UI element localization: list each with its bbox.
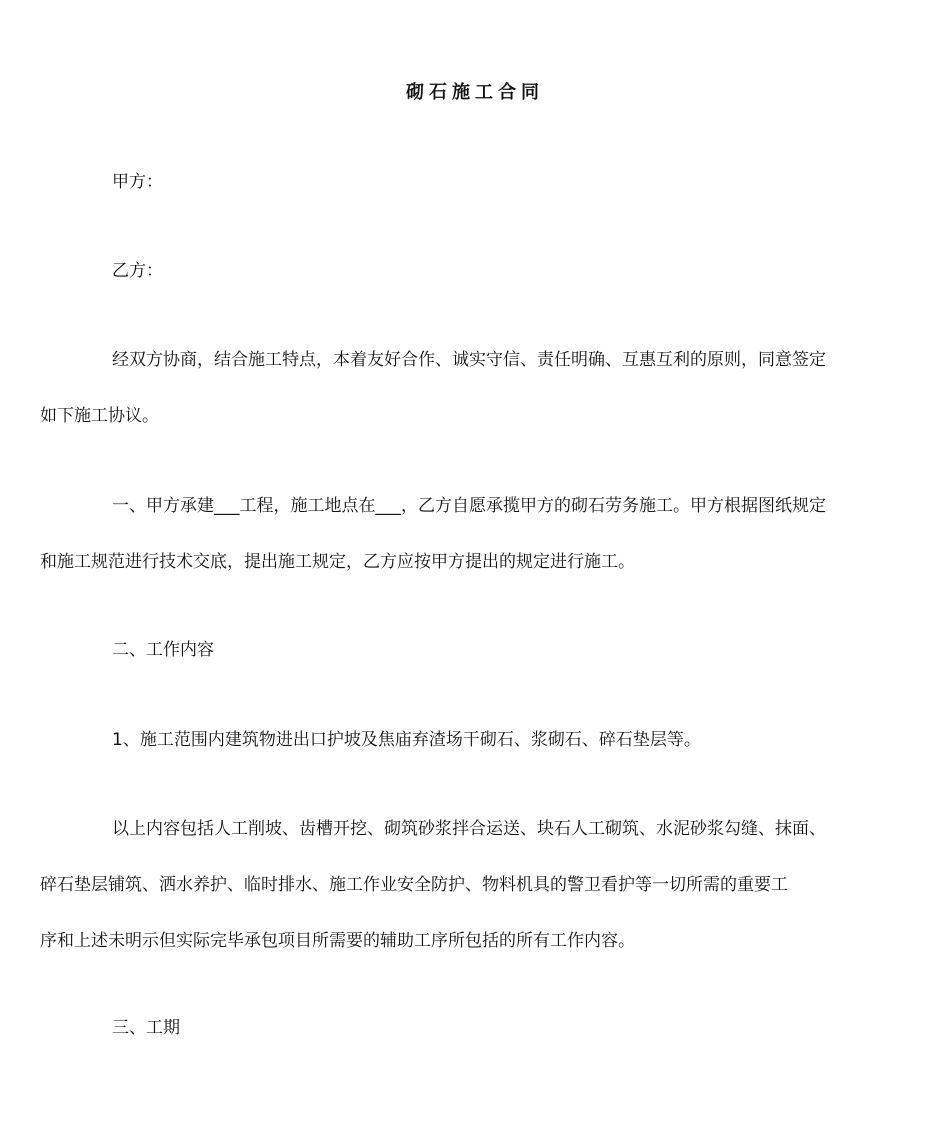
- scope-paragraph: [40, 801, 884, 969]
- intro-line-1: 经双方协商，结合施工特点，本着友好合作、诚实守信、责任明确、互惠互利的原则，同意签定: [112, 350, 826, 370]
- intro-line-2: 如下施工协议。: [40, 406, 159, 426]
- section-1-line-1: 一、甲方承建___工程，施工地点在___，乙方自愿承揽甲方的砌石劳务施工。甲方根据图纸规定: [112, 496, 826, 516]
- section-2-heading: [76, 622, 884, 678]
- party-a-label: 甲方：: [112, 172, 163, 192]
- scope-line-2: 碎石垫层铺筑、洒水养护、临时排水、施工作业安全防护、物料机具的警卫看护等一切所需的重要工: [40, 875, 788, 895]
- item-1-text: 1、施工范围内建筑物进出口护坡及焦庙弃渣场干砌石、浆砌石、碎石垫层等。: [112, 730, 701, 750]
- party-a-field: [76, 154, 884, 210]
- scope-line-1: 以上内容包括人工削坡、齿槽开挖、砌筑砂浆拌合运送、块石人工砌筑、水泥砂浆勾缝、抹面、: [112, 819, 826, 839]
- section-3-heading-text: 三、工期: [112, 1018, 180, 1038]
- scope-line-3: 序和上述未明示但实际完毕承包项目所需要的辅助工序所包括的所有工作内容。: [40, 931, 635, 951]
- party-b-field: [76, 243, 884, 299]
- item-1-paragraph: [76, 712, 884, 768]
- section-2-heading-text: 二、工作内容: [112, 640, 214, 660]
- party-b-label: 乙方：: [112, 261, 163, 281]
- document-title: 砌石施工合同: [406, 82, 544, 103]
- intro-paragraph: [40, 332, 884, 444]
- section-1-paragraph: [40, 478, 884, 590]
- section-1-line-2: 和施工规范进行技术交底，提出施工规定，乙方应按甲方提出的规定进行施工。: [40, 552, 635, 572]
- section-3-heading: [76, 1000, 884, 1056]
